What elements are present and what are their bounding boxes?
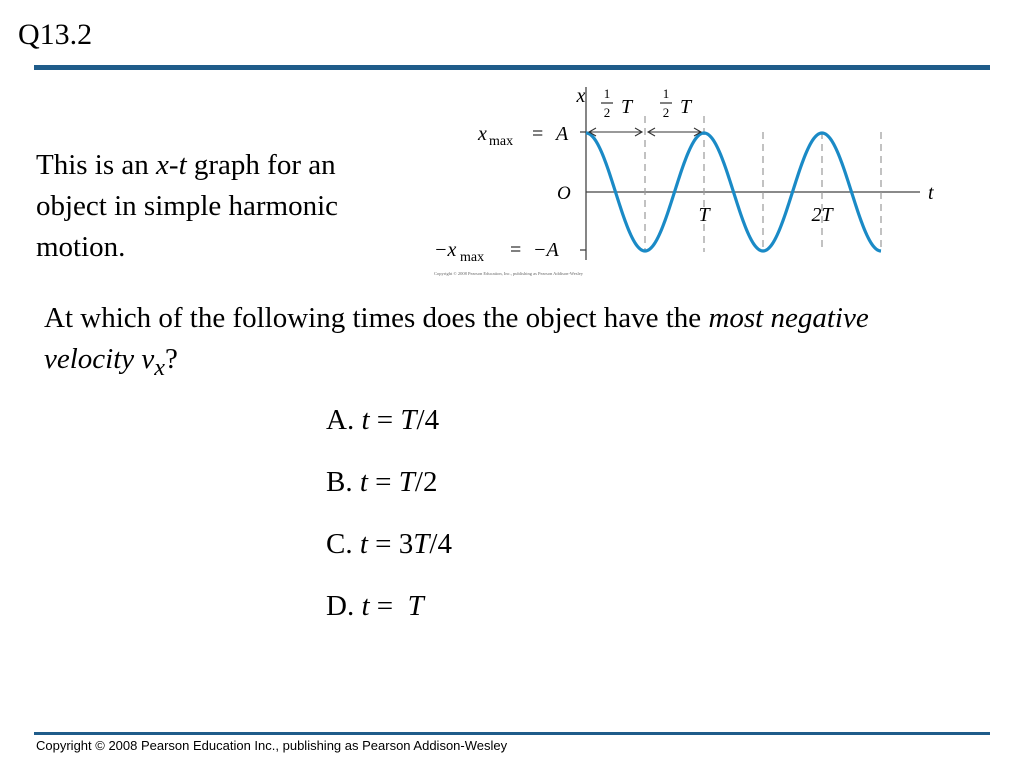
answer-t: t xyxy=(359,466,368,498)
neg-amplitude-label: −A xyxy=(533,239,559,261)
intro-dash: - xyxy=(168,149,179,181)
amplitude-label: A xyxy=(556,123,569,145)
answer-option-d[interactable] xyxy=(326,586,452,648)
answer-T: T xyxy=(413,528,430,560)
xmax-subscript: max xyxy=(489,134,514,149)
question-subscript: x xyxy=(154,353,166,381)
answer-suffix: /4 xyxy=(429,528,452,560)
answer-letter: B. xyxy=(326,466,353,498)
answer-T: T xyxy=(398,466,415,498)
x-axis-label: x xyxy=(576,85,586,107)
half-period-T-2: T xyxy=(680,96,692,118)
answer-T: T xyxy=(407,590,424,622)
intro-after: graph for an object in simple harmonic motion. xyxy=(36,149,339,263)
intro-x: x xyxy=(156,149,169,181)
answer-suffix: /4 xyxy=(416,404,440,436)
intro-before: This is an xyxy=(36,149,157,181)
half-denominator-1: 2 xyxy=(603,105,611,120)
origin-label: O xyxy=(557,183,571,204)
question-text xyxy=(44,298,944,388)
answer-option-c[interactable] xyxy=(326,524,452,586)
half-denominator-2: 2 xyxy=(662,105,670,120)
t-axis-label: t xyxy=(928,182,934,204)
answer-option-a[interactable] xyxy=(326,400,452,462)
slide-title: Q13.2 xyxy=(18,18,93,51)
neg-xmax-subscript: max xyxy=(460,250,485,265)
intro-text xyxy=(36,145,366,268)
answer-letter: A. xyxy=(326,404,355,436)
answer-letter: C. xyxy=(326,528,353,560)
answer-prefix: 3 xyxy=(398,528,414,560)
answer-t: t xyxy=(359,528,368,560)
answer-list xyxy=(326,400,452,648)
equals-sign: = xyxy=(510,239,522,261)
top-divider xyxy=(34,65,990,70)
answer-eq: = xyxy=(369,590,408,622)
neg-xmax-label: −x xyxy=(434,239,457,261)
footer-copyright: Copyright © 2008 Pearson Education Inc., publishing as Pearson Addison-Wesley xyxy=(36,738,508,753)
question-before: At which of the following times does the object have the xyxy=(44,302,709,334)
half-numerator-2: 1 xyxy=(662,86,670,101)
answer-t: t xyxy=(361,404,370,436)
tick-label-T: T xyxy=(698,204,710,226)
answer-eq: = xyxy=(367,528,399,560)
intro-t: t xyxy=(178,149,187,181)
answer-eq: = xyxy=(367,466,399,498)
answer-suffix: /2 xyxy=(414,466,438,498)
xmax-label: x xyxy=(478,123,487,145)
graph-credit: Copyright © 2008 Pearson Education, Inc., publishing as Pearson Addison-Wesley xyxy=(434,271,584,276)
bottom-divider xyxy=(34,732,990,735)
answer-eq: = xyxy=(369,404,401,436)
equals-sign: = xyxy=(532,123,544,145)
answer-t: t xyxy=(361,590,370,622)
shm-graph xyxy=(420,82,940,282)
answer-letter: D. xyxy=(326,590,355,622)
tick-label-2T: 2T xyxy=(811,204,833,226)
question-emphasis: most negative velocity v xyxy=(44,302,869,375)
half-numerator-1: 1 xyxy=(603,86,611,101)
answer-option-b[interactable] xyxy=(326,462,452,524)
question-after: ? xyxy=(165,343,178,375)
answer-T: T xyxy=(400,404,417,436)
half-period-T-1: T xyxy=(621,96,633,118)
